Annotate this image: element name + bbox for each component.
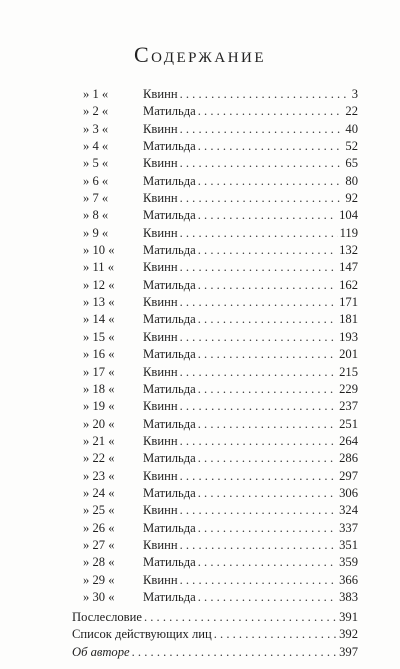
chapter-narrator: Квинн: [143, 87, 178, 101]
toc-entry: [83, 277, 358, 294]
chapter-number: » 23 «: [83, 468, 115, 483]
chapter-number: » 30 «: [83, 589, 115, 604]
section-title: Список действующих лиц: [72, 627, 212, 642]
dot-leader: [180, 502, 338, 519]
chapter-number: » 7 «: [83, 191, 109, 206]
chapter-number: » 22 «: [83, 451, 115, 466]
toc-entry: [83, 329, 358, 346]
toc-entry: [83, 589, 358, 606]
chapter-narrator: Матильда: [143, 173, 196, 188]
page-number: 201: [339, 347, 358, 362]
dot-leader: [198, 242, 337, 259]
page-number: 383: [339, 589, 358, 604]
page-number: 237: [339, 399, 358, 414]
dot-leader: [180, 537, 338, 554]
toc-entry: [83, 207, 358, 224]
toc-entry: [83, 520, 358, 537]
dot-leader: [180, 398, 338, 415]
dot-leader: [198, 485, 337, 502]
chapter-narrator: Матильда: [143, 104, 196, 119]
chapter-number: » 29 «: [83, 572, 115, 587]
chapter-narrator: Квинн: [143, 295, 178, 310]
page-number: 132: [339, 243, 358, 258]
toc-entry: [83, 242, 358, 259]
chapter-narrator: Квинн: [143, 225, 178, 240]
chapter-number: » 20 «: [83, 416, 115, 431]
page-number: 397: [339, 644, 358, 659]
chapter-number: » 13 «: [83, 295, 115, 310]
toc-entry: [83, 294, 358, 311]
chapter-narrator: Квинн: [143, 121, 178, 136]
dot-leader: [198, 103, 344, 120]
page-number: 147: [339, 260, 358, 275]
section-title: Об авторе: [72, 644, 130, 659]
chapter-number: » 8 «: [83, 208, 109, 223]
chapter-number: » 3 «: [83, 121, 109, 136]
chapter-number: » 12 «: [83, 277, 115, 292]
page-number: 104: [339, 208, 358, 223]
chapter-narrator: Квинн: [143, 156, 178, 171]
chapter-number: » 14 «: [83, 312, 115, 327]
dot-leader: [144, 609, 337, 626]
table-of-contents: [83, 86, 358, 606]
chapter-number: » 24 «: [83, 485, 115, 500]
dot-leader: [180, 329, 338, 346]
page-number: 193: [339, 329, 358, 344]
dot-leader: [132, 644, 337, 661]
toc-entry: [83, 485, 358, 502]
dot-leader: [180, 190, 344, 207]
chapter-narrator: Матильда: [143, 277, 196, 292]
dot-leader: [198, 416, 337, 433]
chapter-narrator: Квинн: [143, 433, 178, 448]
dot-leader: [180, 468, 338, 485]
page-number: 80: [345, 173, 358, 188]
chapter-narrator: Квинн: [143, 399, 178, 414]
page-number: 162: [339, 277, 358, 292]
page-number: 286: [339, 451, 358, 466]
page-number: 324: [339, 503, 358, 518]
chapter-narrator: Матильда: [143, 243, 196, 258]
dot-leader: [198, 173, 344, 190]
toc-entry: [83, 537, 358, 554]
chapter-number: » 9 «: [83, 225, 109, 240]
dot-leader: [180, 86, 350, 103]
dot-leader: [180, 433, 338, 450]
toc-entry: [83, 468, 358, 485]
page-number: 3: [351, 87, 358, 101]
toc-entry: [83, 311, 358, 328]
page-number: 119: [339, 225, 358, 240]
toc-entry: [83, 433, 358, 450]
page-number: 351: [339, 537, 358, 552]
page-number: 359: [339, 555, 358, 570]
dot-leader: [180, 121, 344, 138]
page-title: Содержание: [133, 42, 267, 67]
page-number: 181: [339, 312, 358, 327]
toc-entry: [72, 609, 358, 626]
chapter-number: » 2 «: [83, 104, 109, 119]
page-number: 22: [345, 104, 358, 119]
chapter-number: » 19 «: [83, 399, 115, 414]
dot-leader: [180, 294, 338, 311]
chapter-narrator: Квинн: [143, 537, 178, 552]
dot-leader: [180, 225, 338, 242]
dot-leader: [198, 207, 337, 224]
page-number: 306: [339, 485, 358, 500]
chapter-number: » 27 «: [83, 537, 115, 552]
chapter-narrator: Матильда: [143, 589, 196, 604]
toc-entry: [83, 173, 358, 190]
chapter-number: » 18 «: [83, 381, 115, 396]
toc-entry: [72, 644, 358, 661]
page-number: 391: [339, 610, 358, 624]
toc-entry: [83, 155, 358, 172]
dot-leader: [198, 346, 337, 363]
chapter-narrator: Квинн: [143, 364, 178, 379]
toc-entry: [83, 138, 358, 155]
chapter-number: » 4 «: [83, 139, 109, 154]
dot-leader: [198, 450, 337, 467]
dot-leader: [180, 259, 338, 276]
chapter-narrator: Квинн: [143, 572, 178, 587]
chapter-number: » 26 «: [83, 520, 115, 535]
chapter-number: » 10 «: [83, 243, 115, 258]
page-number: 229: [339, 381, 358, 396]
dot-leader: [180, 155, 344, 172]
toc-entry: [83, 416, 358, 433]
page-number: 40: [345, 121, 358, 136]
chapter-narrator: Матильда: [143, 555, 196, 570]
chapter-number: » 17 «: [83, 364, 115, 379]
dot-leader: [180, 364, 338, 381]
toc-entry: [83, 572, 358, 589]
chapter-narrator: Квинн: [143, 503, 178, 518]
toc-entry: [83, 381, 358, 398]
chapter-number: » 6 «: [83, 173, 109, 188]
dot-leader: [198, 277, 337, 294]
page-number: 392: [339, 627, 358, 642]
dot-leader: [180, 572, 338, 589]
page-number: 297: [339, 468, 358, 483]
chapter-narrator: Матильда: [143, 208, 196, 223]
page-number: 171: [339, 295, 358, 310]
chapter-narrator: Матильда: [143, 451, 196, 466]
chapter-narrator: Квинн: [143, 191, 178, 206]
toc-entry: [83, 190, 358, 207]
toc-entry: [83, 225, 358, 242]
chapter-number: » 16 «: [83, 347, 115, 362]
toc-entry: [72, 626, 358, 643]
dot-leader: [214, 626, 337, 643]
toc-entry: [83, 121, 358, 138]
chapter-narrator: Матильда: [143, 416, 196, 431]
dot-leader: [198, 381, 337, 398]
toc-entry: [83, 346, 358, 363]
page-number: 52: [345, 139, 358, 154]
toc-entry: [83, 259, 358, 276]
toc-entry: [83, 502, 358, 519]
page-number: 366: [339, 572, 358, 587]
chapter-narrator: Квинн: [143, 468, 178, 483]
chapter-narrator: Матильда: [143, 312, 196, 327]
chapter-narrator: Матильда: [143, 139, 196, 154]
dot-leader: [198, 520, 337, 537]
toc-entry: [83, 364, 358, 381]
chapter-number: » 28 «: [83, 555, 115, 570]
page-number: 215: [339, 364, 358, 379]
chapter-number: » 25 «: [83, 503, 115, 518]
toc-entry: [83, 450, 358, 467]
page-number: 251: [339, 416, 358, 431]
chapter-number: » 1 «: [83, 87, 109, 101]
back-matter-list: [72, 609, 358, 661]
chapter-narrator: Матильда: [143, 381, 196, 396]
dot-leader: [198, 311, 337, 328]
chapter-narrator: Квинн: [143, 260, 178, 275]
page-number: 92: [345, 191, 358, 206]
chapter-narrator: Матильда: [143, 347, 196, 362]
dot-leader: [198, 554, 337, 571]
chapter-number: » 5 «: [83, 156, 109, 171]
toc-entry: [83, 398, 358, 415]
chapter-number: » 11 «: [83, 260, 115, 275]
toc-entry: [83, 103, 358, 120]
page-number: 337: [339, 520, 358, 535]
chapter-number: » 21 «: [83, 433, 115, 448]
page-number: 264: [339, 433, 358, 448]
page-number: 65: [345, 156, 358, 171]
toc-entry: [83, 554, 358, 571]
dot-leader: [198, 138, 344, 155]
chapter-narrator: Квинн: [143, 329, 178, 344]
chapter-narrator: Матильда: [143, 485, 196, 500]
chapter-number: » 15 «: [83, 329, 115, 344]
chapter-narrator: Матильда: [143, 520, 196, 535]
toc-entry: [83, 86, 358, 103]
section-title: Послесловие: [72, 610, 142, 624]
dot-leader: [198, 589, 337, 606]
